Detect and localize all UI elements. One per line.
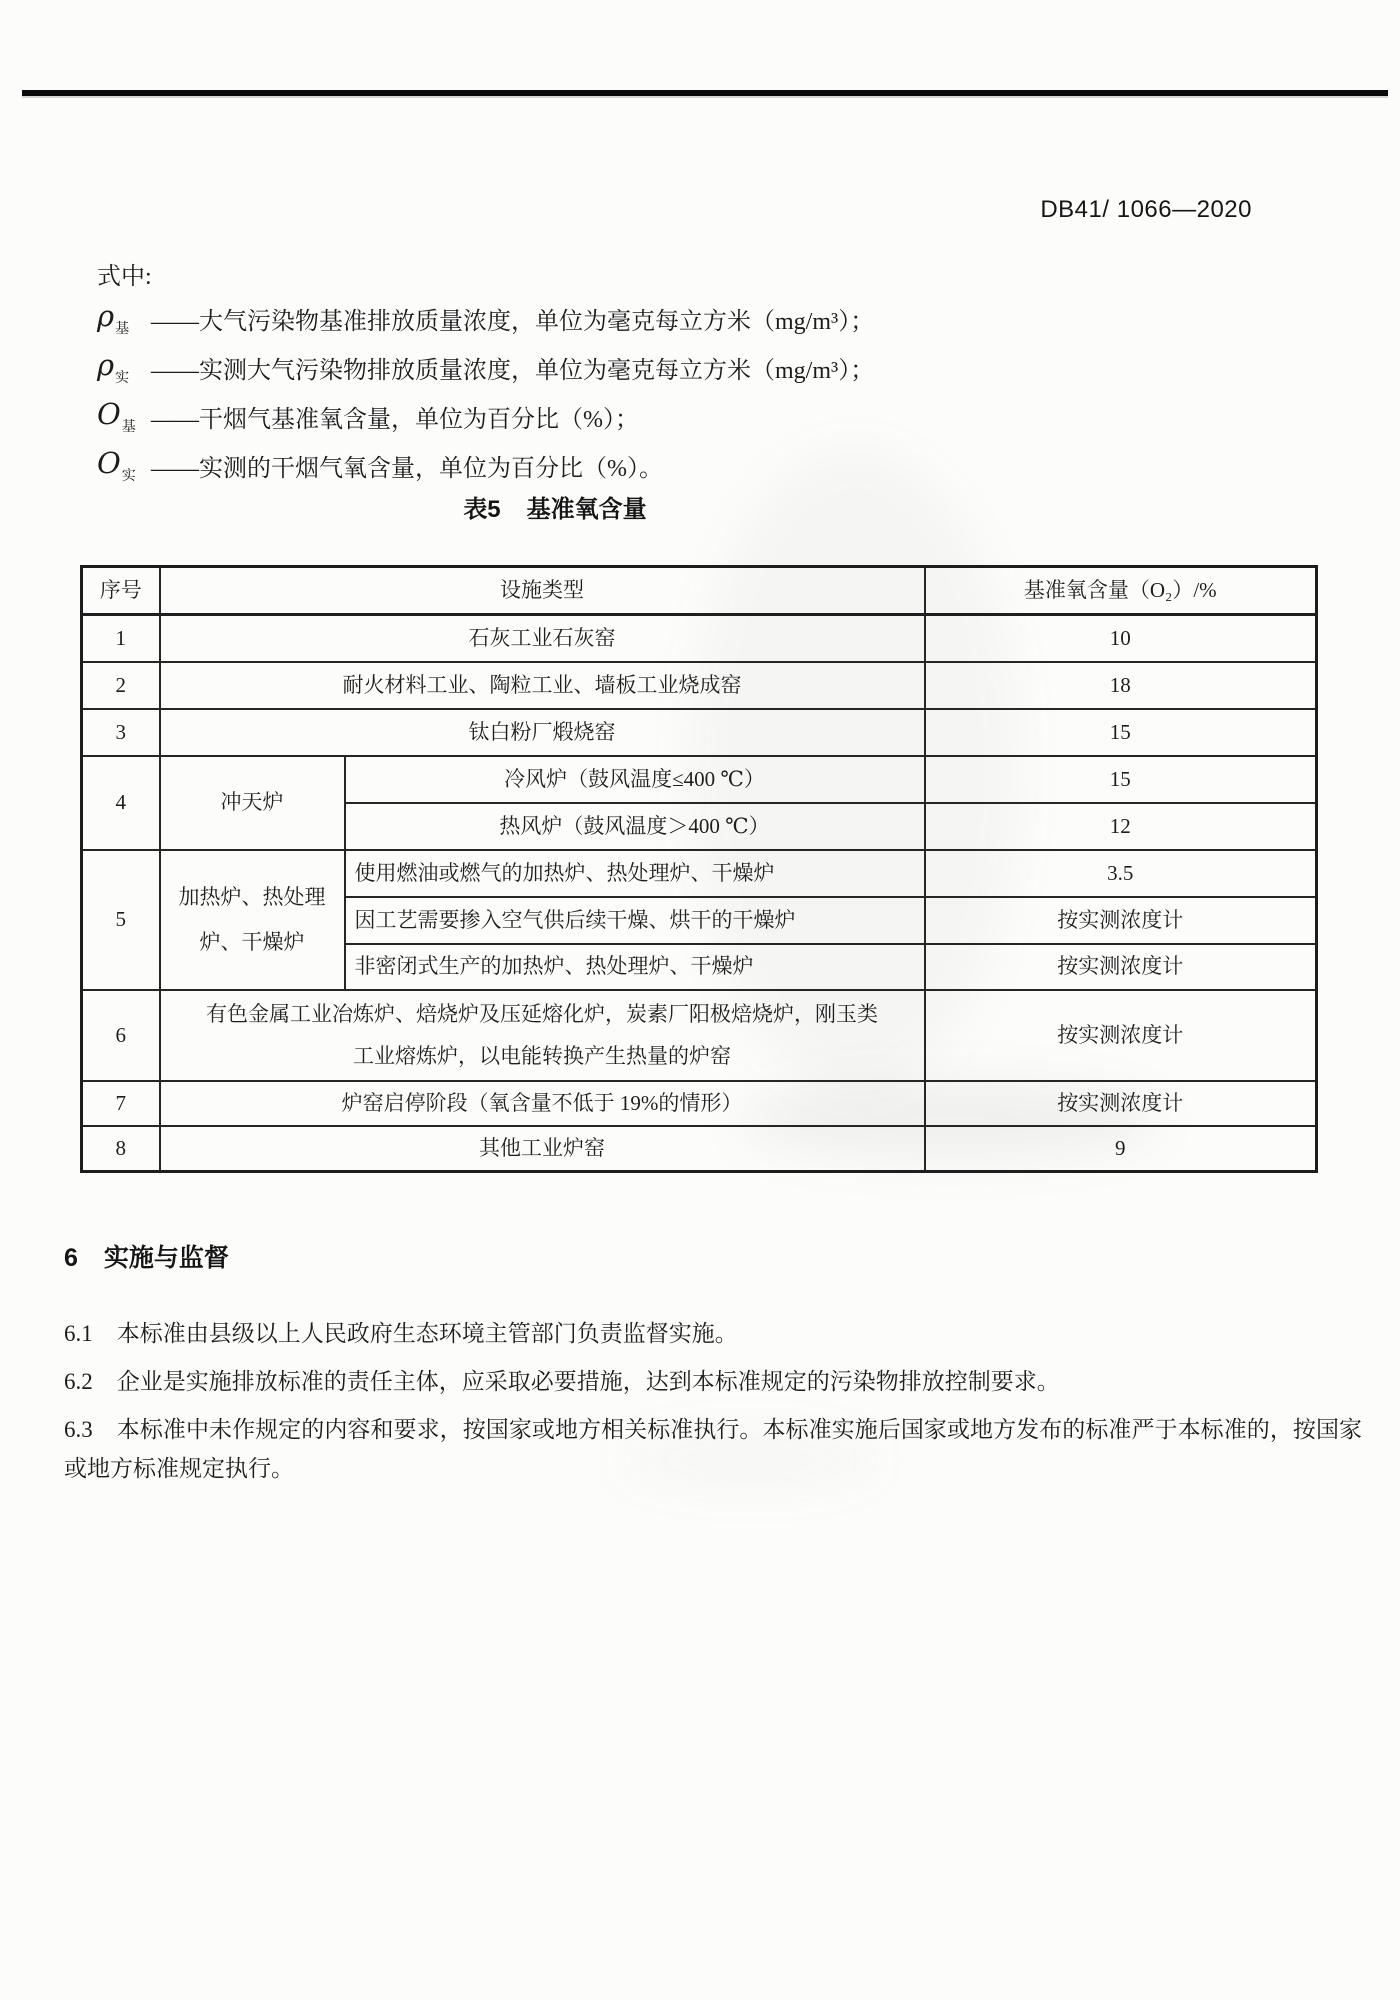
cell-num: 7 bbox=[82, 1081, 160, 1126]
formula-definition bbox=[97, 343, 1297, 392]
cell-subtype: 冷风炉（鼓风温度≤400 ℃） bbox=[345, 756, 925, 803]
cell-value: 按实测浓度计 bbox=[925, 1081, 1317, 1126]
symbol-o2-measured: $O_实$ bbox=[97, 446, 136, 484]
cell-num: 4 bbox=[82, 756, 160, 850]
cell-type: 耐火材料工业、陶粒工业、墙板工业烧成窑 bbox=[160, 662, 925, 709]
cell-group: 冲天炉 bbox=[160, 756, 345, 850]
symbol-o2-base: $O_基$ bbox=[97, 397, 136, 435]
cell-num: 5 bbox=[82, 850, 160, 990]
cell-num: 8 bbox=[82, 1126, 160, 1172]
header-cell-type: 设施类型 bbox=[160, 567, 925, 615]
cell-subtype: 热风炉（鼓风温度＞400 ℃） bbox=[345, 803, 925, 850]
definition-text: ——大气污染物基准排放质量浓度，单位为毫克每立方米（mg/m³）； bbox=[151, 309, 875, 335]
cell-value: 按实测浓度计 bbox=[925, 897, 1317, 944]
clause-6-3 bbox=[64, 1410, 1362, 1488]
definition-text: ——实测的干烟气氧含量，单位为百分比（%）。 bbox=[151, 456, 663, 482]
table-row bbox=[82, 662, 1317, 709]
clause-number: 6.1 bbox=[64, 1321, 93, 1346]
section-title: 实施与监督 bbox=[103, 1244, 229, 1272]
table-label: 表5 bbox=[463, 496, 501, 523]
section-number: 6 bbox=[64, 1244, 78, 1272]
cell-value: 按实测浓度计 bbox=[925, 944, 1317, 990]
cell-subtype: 使用燃油或燃气的加热炉、热处理炉、干燥炉 bbox=[345, 850, 925, 897]
table-header-row bbox=[82, 567, 1317, 615]
clause-text: 本标准中未作规定的内容和要求，按国家或地方相关标准执行。本标准实施后国家或地方发布的标准严于本标准的，按国家或地方标准规定执行。 bbox=[64, 1417, 1362, 1481]
cell-value: 15 bbox=[925, 756, 1317, 803]
section-heading bbox=[64, 1238, 1362, 1274]
cell-value: 按实测浓度计 bbox=[925, 990, 1317, 1081]
formula-intro: 式中: bbox=[97, 264, 152, 290]
clause-number: 6.3 bbox=[64, 1417, 93, 1442]
cell-value: 18 bbox=[925, 662, 1317, 709]
table-row bbox=[82, 850, 1317, 897]
cell-type: 炉窑启停阶段（氧含量不低于 19%的情形） bbox=[160, 1081, 925, 1126]
cell-type: 其他工业炉窑 bbox=[160, 1126, 925, 1172]
header-cell-num: 序号 bbox=[82, 567, 160, 615]
cell-num: 3 bbox=[82, 709, 160, 756]
cell-value: 9 bbox=[925, 1126, 1317, 1172]
table-row bbox=[82, 990, 1317, 1081]
formula-definition bbox=[97, 441, 1297, 490]
table-row bbox=[82, 1081, 1317, 1126]
doc-code: DB41/ 1066—2020 bbox=[1040, 196, 1252, 223]
table-row bbox=[82, 615, 1317, 662]
cell-value: 12 bbox=[925, 803, 1317, 850]
cell-subtype: 因工艺需要掺入空气供后续干燥、烘干的干燥炉 bbox=[345, 897, 925, 944]
cell-value: 15 bbox=[925, 709, 1317, 756]
definition-text: ——实测大气污染物排放质量浓度，单位为毫克每立方米（mg/m³）； bbox=[151, 358, 875, 384]
table-name: 基准氧含量 bbox=[526, 496, 647, 523]
formula-definition bbox=[97, 392, 1297, 441]
formula-definitions bbox=[97, 294, 1297, 490]
clause-text: 本标准由县级以上人民政府生态环境主管部门负责监督实施。 bbox=[116, 1321, 738, 1346]
table-row bbox=[82, 709, 1317, 756]
table-row bbox=[82, 756, 1317, 803]
clause-6-1 bbox=[64, 1314, 1362, 1353]
clause-text: 企业是实施排放标准的责任主体，应采取必要措施，达到本标准规定的污染物排放控制要求。 bbox=[116, 1369, 1060, 1394]
cell-subtype: 非密闭式生产的加热炉、热处理炉、干燥炉 bbox=[345, 944, 925, 990]
symbol-rho-base: $\rho_基$ bbox=[97, 299, 130, 337]
cell-type: 有色金属工业冶炼炉、焙烧炉及压延熔化炉，炭素厂阳极焙烧炉，刚玉类工业熔炼炉，以电能转换产生热量的炉窑 bbox=[160, 990, 925, 1081]
formula-definition bbox=[97, 294, 1297, 343]
table-row bbox=[82, 1126, 1317, 1172]
top-rule bbox=[22, 90, 1388, 96]
cell-value: 10 bbox=[925, 615, 1317, 662]
clause-6-2 bbox=[64, 1362, 1362, 1401]
cell-group: 加热炉、热处理炉、干燥炉 bbox=[160, 850, 345, 990]
clause-number: 6.2 bbox=[64, 1369, 93, 1394]
cell-type: 石灰工业石灰窑 bbox=[160, 615, 925, 662]
symbol-rho-measured: $\rho_实$ bbox=[97, 348, 130, 386]
baseline-oxygen-table bbox=[80, 565, 1318, 1173]
cell-value: 3.5 bbox=[925, 850, 1317, 897]
cell-num: 1 bbox=[82, 615, 160, 662]
definition-text: ——干烟气基准氧含量，单位为百分比（%）； bbox=[151, 407, 639, 433]
cell-num: 6 bbox=[82, 990, 160, 1081]
cell-num: 2 bbox=[82, 662, 160, 709]
cell-type: 钛白粉厂煅烧窑 bbox=[160, 709, 925, 756]
table-title bbox=[0, 489, 1110, 524]
section-6 bbox=[64, 1238, 1362, 1497]
header-cell-value: 基准氧含量（O₂）/% bbox=[925, 567, 1317, 615]
